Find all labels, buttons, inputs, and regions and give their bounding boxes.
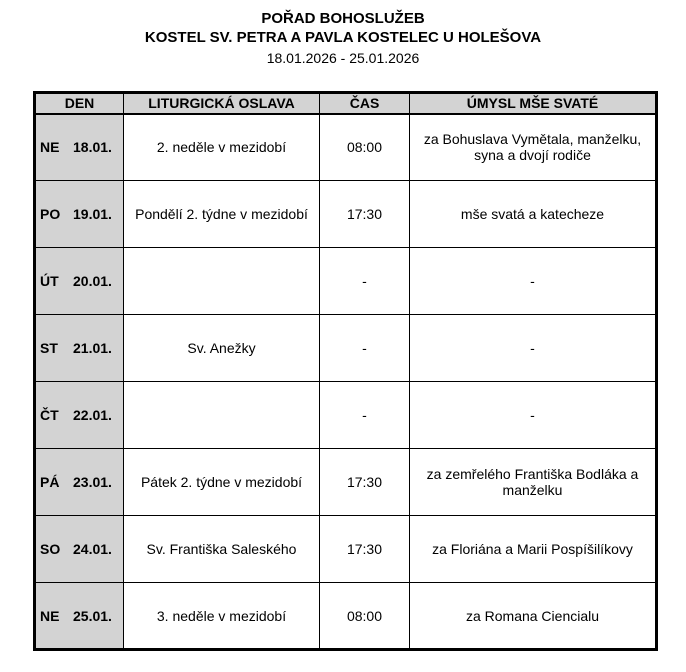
celebration-cell: Pondělí 2. týdne v mezidobí [124, 181, 320, 248]
celebration-cell [124, 382, 320, 449]
table-row [35, 583, 657, 650]
header-row [35, 93, 657, 114]
table-row [35, 516, 657, 583]
day-date: 23.01. [73, 474, 112, 490]
day-date: 18.01. [73, 139, 112, 156]
time-cell: 17:30 [320, 181, 410, 248]
intention-cell: za Romana Ciencialu [410, 583, 657, 650]
table-row [35, 315, 657, 382]
day-cell [35, 583, 124, 650]
day-date: 20.01. [73, 273, 112, 289]
celebration-cell: 2. neděle v mezidobí [124, 114, 320, 181]
intention-cell: za Bohuslava Vymětala, manželku, syna a dvojí rodiče [410, 114, 657, 181]
column-header-umysl-mse-svate: ÚMYSL MŠE SVATÉ [410, 93, 657, 114]
page-title: POŘAD BOHOSLUŽEB [261, 10, 425, 27]
day-abbreviation: ST [40, 340, 58, 356]
day-cell [35, 248, 124, 315]
time-cell: - [320, 248, 410, 315]
day-abbreviation: NE [40, 607, 60, 624]
date-range: 18.01.2026 - 25.01.2026 [266, 50, 420, 66]
column-header-liturgicka-oslava: LITURGICKÁ OSLAVA [124, 93, 320, 114]
time-cell: 08:00 [320, 583, 410, 650]
celebration-cell: 3. neděle v mezidobí [124, 583, 320, 650]
day-date: 21.01. [73, 340, 112, 356]
table-row [35, 114, 657, 181]
table-row [35, 449, 657, 516]
day-cell [35, 181, 124, 248]
table-row [35, 382, 657, 449]
schedule-table-body [35, 114, 657, 650]
column-header-den: DEN [35, 93, 124, 114]
intention-cell: - [410, 315, 657, 382]
time-cell: - [320, 382, 410, 449]
intention-cell: - [410, 382, 657, 449]
celebration-cell [124, 248, 320, 315]
table-row [35, 248, 657, 315]
day-date: 19.01. [73, 206, 112, 222]
day-date: 24.01. [73, 541, 112, 557]
day-date: 25.01. [73, 607, 112, 624]
intention-cell: za zemřelého Františka Bodláka a manželku [410, 449, 657, 516]
page-subtitle: KOSTEL SV. PETRA A PAVLA KOSTELEC U HOLEŠOVA [144, 29, 542, 46]
day-abbreviation: ČT [40, 407, 59, 423]
document-header [0, 0, 686, 67]
celebration-cell: Pátek 2. týdne v mezidobí [124, 449, 320, 516]
time-cell: 17:30 [320, 516, 410, 583]
day-cell [35, 449, 124, 516]
intention-cell: - [410, 248, 657, 315]
day-cell [35, 114, 124, 181]
schedule-table-header [35, 93, 657, 114]
day-abbreviation: SO [40, 541, 61, 557]
day-cell [35, 315, 124, 382]
intention-cell: mše svatá a katecheze [410, 181, 657, 248]
time-cell: 08:00 [320, 114, 410, 181]
table-row [35, 181, 657, 248]
intention-cell: za Floriána a Marii Pospíšilíkovy [410, 516, 657, 583]
day-abbreviation: NE [40, 139, 60, 156]
day-abbreviation: PÁ [40, 474, 60, 490]
day-cell [35, 516, 124, 583]
celebration-cell: Sv. Anežky [124, 315, 320, 382]
day-date: 22.01. [73, 407, 112, 423]
column-header-cas: ČAS [320, 93, 410, 114]
time-cell: 17:30 [320, 449, 410, 516]
time-cell: - [320, 315, 410, 382]
day-cell [35, 382, 124, 449]
day-abbreviation: PO [40, 206, 61, 222]
celebration-cell: Sv. Františka Saleského [124, 516, 320, 583]
schedule-table [33, 91, 658, 651]
day-abbreviation: ÚT [40, 273, 59, 289]
